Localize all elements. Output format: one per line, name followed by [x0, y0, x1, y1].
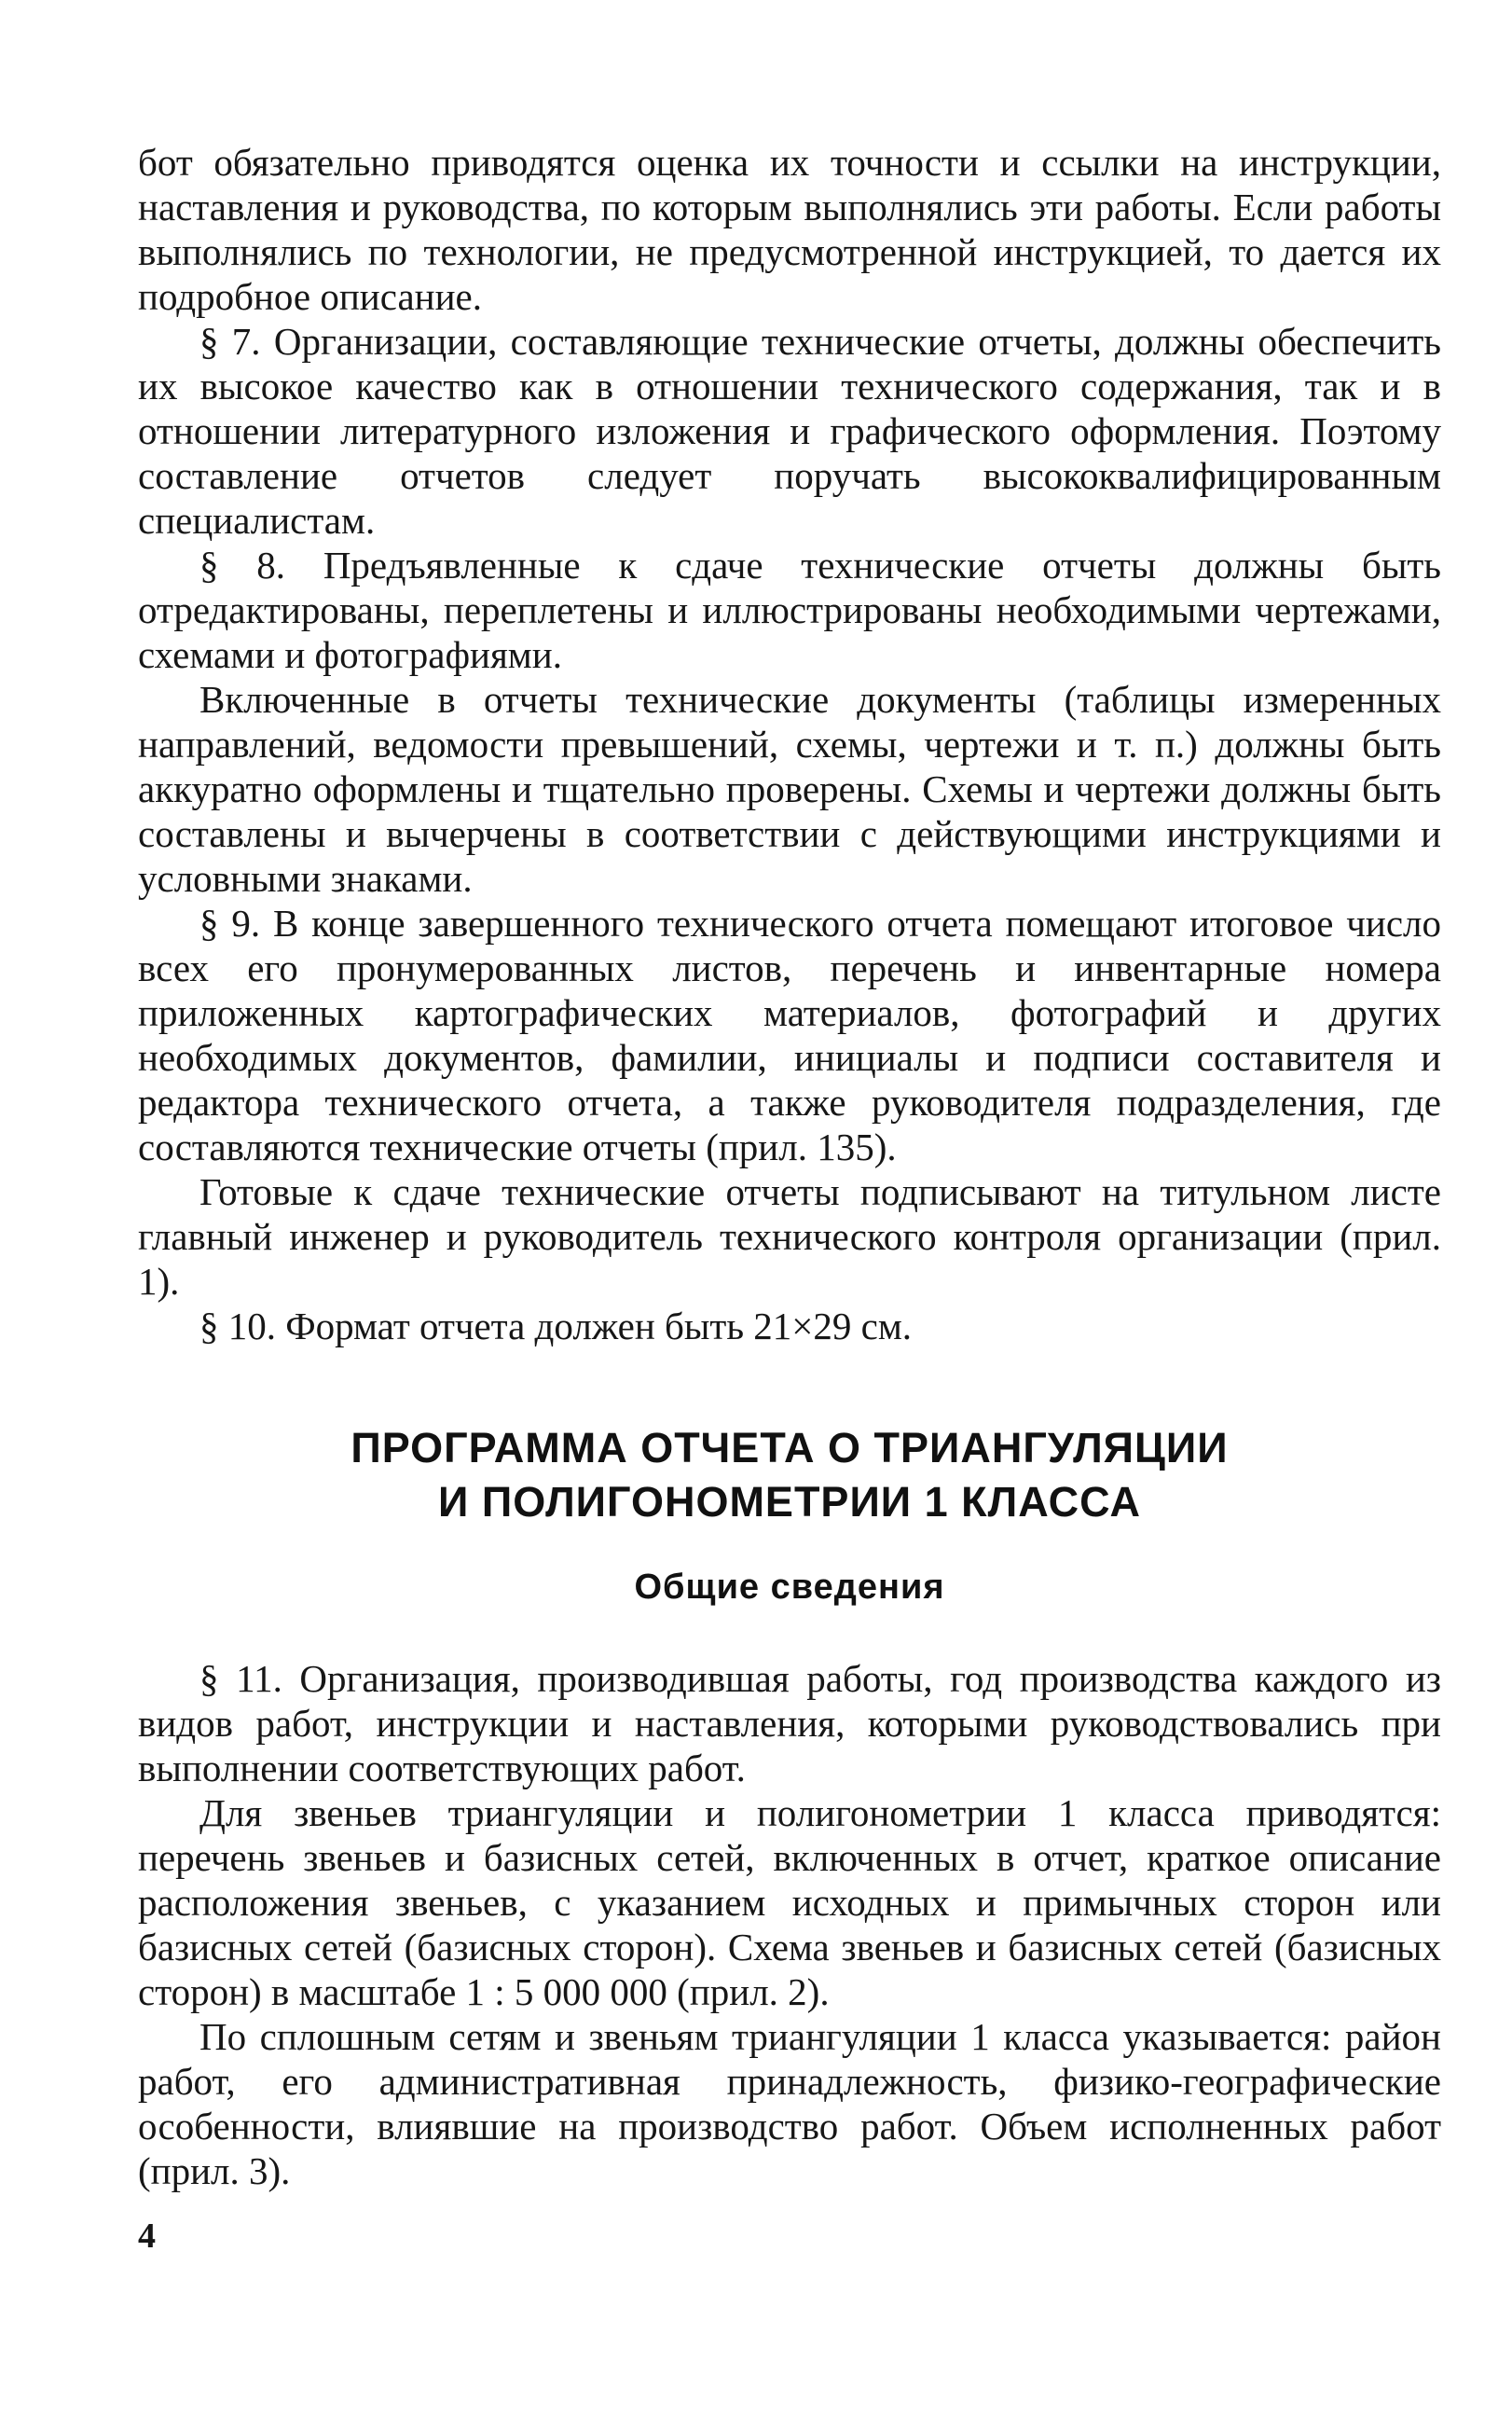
paragraph-section-9: § 9. В конце завершенного технического отчета помещают итоговое число всех его пронумерованных листов, перечень и инвентарные номера приложенных картографических материалов, фотографий и других необходимых документов, фамилии, инициалы и подписи составителя и редактора технического отчета, а также руководителя подразделения, где составляются технические отчеты (прил. 135). [138, 902, 1441, 1168]
paragraph-section-8: § 8. Предъявленные к сдаче технические отчеты должны быть отредактированы, переплетены и иллюстрированы необходимыми чертежами, схемами и фотографиями. [138, 544, 1441, 676]
section-title [138, 1421, 1441, 1529]
section-title-line-1: ПРОГРАММА ОТЧЕТА О ТРИАНГУЛЯЦИИ [351, 1424, 1229, 1471]
page-number: 4 [138, 2217, 156, 2256]
subsection-title: Общие сведения [634, 1568, 945, 1607]
paragraph-triangulation-links: Для звеньев триангуляции и полигонометрии 1 класса приводятся: перечень звеньев и базисных сетей, включенных в отчет, краткое описание расположения звеньев, с указанием исходных и примычных сторон или базисных сетей (базисных сторон). Схема звеньев и базисных сетей (базисных сторон) в масштабе 1 : 5 000 000 (прил. 2). [138, 1791, 1441, 2013]
paragraph-continuation: бот обязательно приводятся оценка их точности и ссылки на инструкции, наставления и руководства, по которым выполнялись эти работы. Если работы выполнялись по технологии, не предусмотренной инструкцией, то дается их подробное описание. [138, 141, 1441, 318]
section-title-line-2: И ПОЛИГОНОМЕТРИИ 1 КЛАССА [438, 1478, 1141, 1526]
paragraph-signatures: Готовые к сдаче технические отчеты подписывают на титульном листе главный инженер и руководитель технического контроля организации (прил. 1). [138, 1170, 1441, 1303]
paragraph-section-11: § 11. Организация, производившая работы, год производства каждого из видов работ, инструкции и наставления, которыми руководствовались при выполнении соответствующих работ. [138, 1657, 1441, 1789]
paragraph-section-10: § 10. Формат отчета должен быть 21×29 см. [199, 1305, 913, 1347]
paragraph-section-7: § 7. Организации, составляющие технические отчеты, должны обеспечить их высокое качество как в отношении технического содержания, так и в отношении литературного изложения и графического оформления. Поэтому составление отчетов следует поручать высококвалифицированным специалистам. [138, 320, 1441, 542]
paragraph-continuous-networks: По сплошным сетям и звеньям триангуляции 1 класса указывается: район работ, его административная принадлежность, физико-географические особенности, влиявшие на производство работ. Объем исполненных работ (прил. 3). [138, 2015, 1441, 2192]
paragraph-included-documents: Включенные в отчеты технические документы (таблицы измеренных направлений, ведомости превышений, схемы, чертежи и т. п.) должны быть аккуратно оформлены и тщательно проверены. Схемы и чертежи должны быть составлены и вычерчены в соответствии с действующими инструкциями и условными знаками. [138, 678, 1441, 900]
document-page [138, 140, 1441, 2193]
